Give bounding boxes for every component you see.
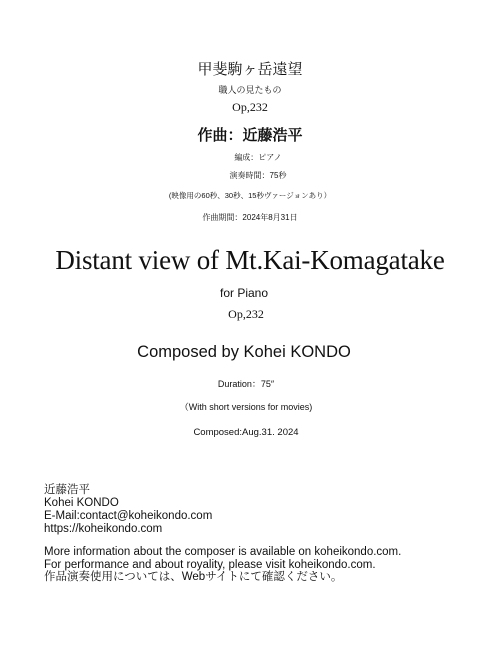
info-line-composer: More information about the composer is available on koheikondo.com. — [44, 546, 402, 558]
contact-name-english: Kohei KONDO — [44, 497, 119, 509]
japanese-composition-date: 作曲期間：2024年8月31日 — [202, 213, 298, 222]
english-versions-note: （With short versions for movies) — [179, 402, 313, 412]
info-line-royalty: For performance and about royality, please visit koheikondo.com. — [44, 558, 376, 571]
english-composition-date: Composed:Aug.31. 2024 — [193, 427, 299, 438]
japanese-duration: 演奏時間：75秒 — [229, 171, 287, 180]
contact-block — [44, 484, 212, 536]
english-title: Distant view of Mt.Kai-Komagatake — [55, 245, 445, 275]
contact-name-japanese: 近藤浩平 — [44, 484, 90, 496]
english-opus-number: Op,232 — [228, 307, 264, 321]
info-block — [44, 546, 401, 584]
japanese-opus-number: Op,232 — [232, 100, 268, 114]
contact-website-link[interactable]: https://koheikondo.com — [44, 523, 163, 535]
english-composer: Composed by Kohei KONDO — [137, 343, 351, 361]
japanese-instrumentation: 編成：ピアノ — [234, 153, 282, 162]
info-line-japanese: 作品演奏使用については、Webサイトにて確認ください。 — [44, 571, 343, 583]
japanese-versions-note: (映像用の60秒、30秒、15秒ヴァージョンあり） — [168, 191, 332, 200]
japanese-composer: 作曲：近藤浩平 — [197, 127, 303, 144]
japanese-subtitle: 職人の見たもの — [218, 86, 282, 96]
japanese-title: 甲斐駒ヶ岳遠望 — [197, 60, 303, 78]
contact-email[interactable]: E-Mail:contact@koheikondo.com — [44, 510, 213, 522]
english-instrumentation: for Piano — [219, 286, 269, 300]
english-duration: Duration：75″ — [217, 379, 275, 389]
